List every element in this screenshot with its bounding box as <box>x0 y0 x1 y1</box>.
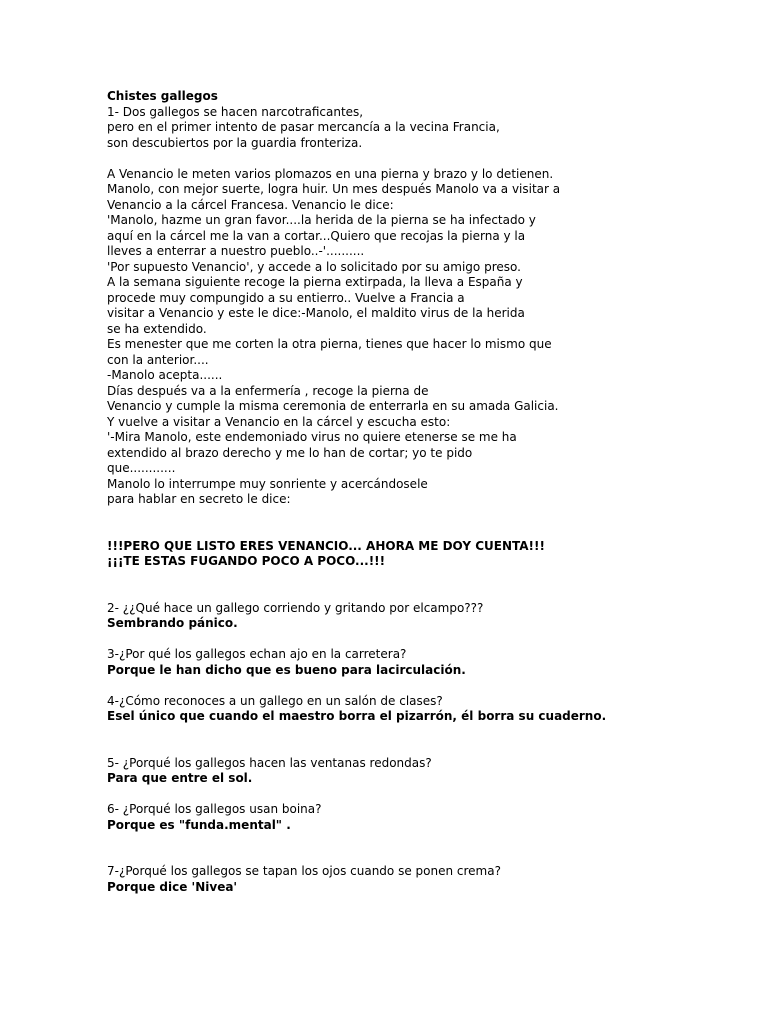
paragraph-gap <box>107 787 747 803</box>
text-line: '-Mira Manolo, este endemoniado virus no quiere etenerse se me ha <box>107 430 517 444</box>
paragraph-gap <box>107 151 747 167</box>
text-line: son descubiertos por la guardia fronteriza. <box>107 135 363 150</box>
document-page <box>107 89 747 895</box>
text-line: se ha extendido. <box>107 321 207 336</box>
text-line: 1- Dos gallegos se hacen narcotraficantes, <box>107 104 364 119</box>
text-line: 'Manolo, hazme un gran favor....la herida de la pierna se ha infectado y <box>107 213 536 227</box>
joke-question: 6- ¿Porqué los gallegos usan boina? <box>107 802 322 816</box>
text-line: Manolo lo interrumpe muy sonriente y acercándosele <box>107 476 428 491</box>
text-line: aquí en la cárcel me la van a cortar...Quiero que recojas la pierna y la <box>107 228 526 243</box>
text-line: Es menester que me corten la otra pierna, tienes que hacer lo mismo que <box>107 337 552 351</box>
joke-answer: Porque es "funda.mental" . <box>107 817 291 832</box>
text-line: Manolo, con mejor suerte, logra huir. Un mes después Manolo va a visitar a <box>107 182 561 196</box>
text-line: Venancio a la cárcel Francesa. Venancio le dice: <box>107 197 394 212</box>
joke-answer: Para que entre el sol. <box>107 771 253 785</box>
joke-question: 3-¿Por qué los gallegos echan ajo en la carretera? <box>107 647 407 661</box>
text-line: Venancio y cumple la misma ceremonia de enterrarla en su amada Galicia. <box>107 399 559 413</box>
joke-4 <box>107 694 747 725</box>
joke-1-punchline <box>107 539 747 570</box>
joke-1-body <box>107 167 747 508</box>
paragraph-gap <box>107 570 747 601</box>
joke-1-intro <box>107 105 747 152</box>
joke-answer: Porque dice 'Nivea' <box>107 879 238 894</box>
joke-question: 4-¿Cómo reconoces a un gallego en un salón de clases? <box>107 693 443 708</box>
paragraph-gap <box>107 678 747 694</box>
text-line: que............ <box>107 461 176 475</box>
text-line: para hablar en secreto le dice: <box>107 492 291 506</box>
joke-6 <box>107 802 747 833</box>
joke-2 <box>107 601 747 632</box>
joke-question: 5- ¿Porqué los gallegos hacen las ventanas redondas? <box>107 755 432 770</box>
text-line: Y vuelve a visitar a Venancio en la cárcel y escucha esto: <box>107 414 451 429</box>
paragraph-gap <box>107 833 747 864</box>
text-line: extendido al brazo derecho y me lo han de cortar; yo te pido <box>107 445 473 460</box>
punchline-line: ¡¡¡TE ESTAS FUGANDO POCO A POCO...!!! <box>107 554 386 568</box>
joke-answer: Sembrando pánico. <box>107 616 238 630</box>
punchline-line: !!!PERO QUE LISTO ERES VENANCIO... AHORA ME DOY CUENTA!!! <box>107 538 545 553</box>
joke-answer: Porque le han dicho que es bueno para lacirculación. <box>107 662 466 677</box>
text-line: con la anterior.... <box>107 352 209 367</box>
joke-question: 2- ¿¿Qué hace un gallego corriendo y gritando por elcampo??? <box>107 600 484 615</box>
paragraph-gap <box>107 508 747 539</box>
paragraph-gap <box>107 632 747 648</box>
text-line: 'Por supuesto Venancio', y accede a lo solicitado por su amigo preso. <box>107 259 521 274</box>
joke-3 <box>107 647 747 678</box>
paragraph-gap <box>107 725 747 756</box>
document-title: Chistes gallegos <box>107 89 218 103</box>
text-line: -Manolo acepta...... <box>107 368 223 382</box>
text-line: pero en el primer intento de pasar mercancía a la vecina Francia, <box>107 120 500 134</box>
joke-5 <box>107 756 747 787</box>
joke-answer: Esel único que cuando el maestro borra el pizarrón, él borra su cuaderno. <box>107 709 607 723</box>
text-line: visitar a Venancio y este le dice:-Manolo, el maldito virus de la herida <box>107 306 525 320</box>
joke-7 <box>107 864 747 895</box>
text-line: A Venancio le meten varios plomazos en una pierna y brazo y lo detienen. <box>107 166 554 181</box>
text-line: procede muy compungido a su entierro.. Vuelve a Francia a <box>107 290 465 305</box>
joke-question: 7-¿Porqué los gallegos se tapan los ojos cuando se ponen crema? <box>107 864 501 878</box>
text-line: lleves a enterrar a nuestro pueblo..-'.......... <box>107 244 365 258</box>
text-line: A la semana siguiente recoge la pierna extirpada, la lleva a España y <box>107 275 523 289</box>
text-line: Días después va a la enfermería , recoge la pierna de <box>107 383 429 398</box>
